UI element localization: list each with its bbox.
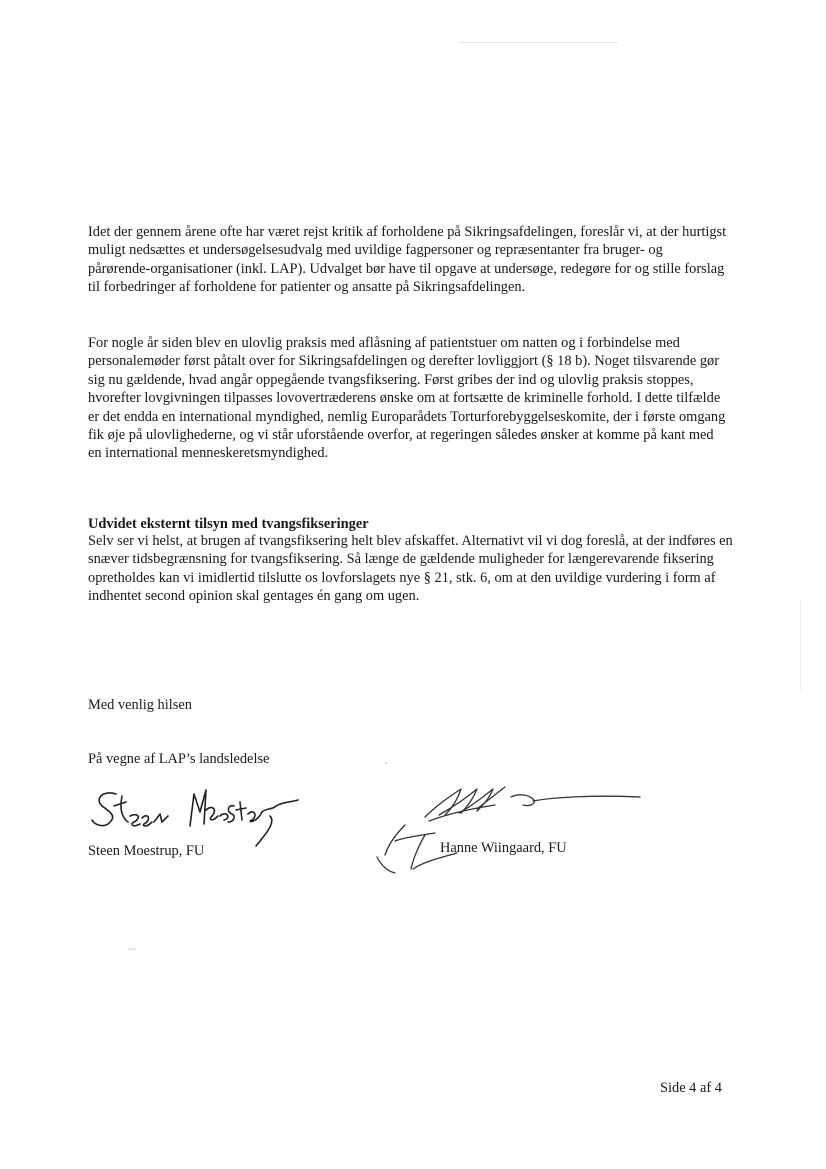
scan-artifact: [385, 762, 387, 764]
handwritten-signature-icon: [86, 772, 316, 852]
paragraph-supervision: Selv ser vi helst, at brugen af tvangsfiksering helt blev afskaffet. Alternativt vil vi dog foreslå, at der indføres en snæver tidsbegrænsning for tvangsfiksering. Så længe de gældende muligheder for længerevarende fiksering opretholdes kan vi imidlertid tilslutte os lovforslagets nye § 21, stk. 6, om at den uvildige vurdering i form af indhentet second opinion skal gentages én gang om ugen.: [88, 533, 733, 605]
signatory-name-2: Hanne Wiingaard, FU: [440, 840, 567, 856]
signatory-name-1: Steen Moestrup, FU: [88, 843, 205, 859]
scan-artifact: [800, 600, 801, 690]
closing-greeting: Med venlig hilsen: [88, 697, 192, 713]
page-number: Side 4 af 4: [660, 1080, 722, 1096]
section-heading: Udvidet eksternt tilsyn med tvangsfikseringer: [88, 516, 369, 532]
on-behalf-line: På vegne af LAP’s landsledelse: [88, 751, 270, 767]
handwritten-signature-icon: [365, 775, 650, 875]
scan-artifact: [458, 42, 618, 43]
paragraph-investigation: Idet der gennem årene ofte har været rejst kritik af forholdene på Sikringsafdelingen, foreslår vi, at der hurtigst muligt nedsættes et undersøgelsesudvalg med uvildige fagpersoner og repræsentanter fra bruger- og pårørende-organisationer (inkl. LAP). Udvalget bør have til opgave at undersøge, redegøre for og stille forslag til forbedringer af forholdene for patienter og ansatte på Sikringsafdelingen.: [88, 224, 727, 296]
scan-artifact: [128, 948, 136, 950]
paragraph-illegal-practice: For nogle år siden blev en ulovlig praksis med aflåsning af patientstuer om natten og i forbindelse med personalemøder først påtalt over for Sikringsafdelingen og derefter lovliggjort (§ 18 b). Noget tilsvarende gør sig nu gældende, hvad angår oppegående tvangsfiksering. Først gribes der ind og ulovlig praksis stoppes, hvorefter lovgivningen tilpasses lovovertræderens ønske om at fortsætte de kriminelle forhold. I dette tilfælde er det endda en international myndighed, nemlig Europarådets Torturforebyggelseskomite, der i første omgang fik øje på ulovlighederne, og vi står uforstående overfor, at regeringen således ønsker at komme på kant med en international menneskeretsmyndighed.: [88, 335, 726, 462]
